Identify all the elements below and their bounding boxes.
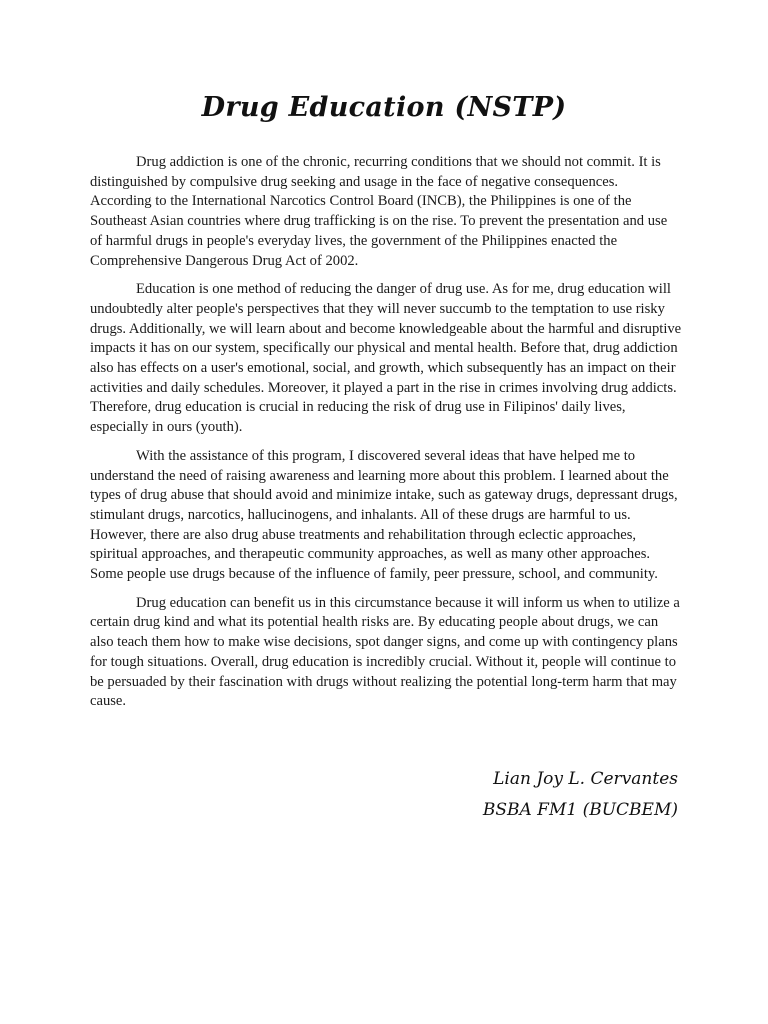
author-name: Lian Joy L. Cervantes [493, 769, 678, 789]
paragraph-4: Drug education can benefit us in this circumstance because it will inform us when to utilize a certain drug kind and what its potential health risks are. By educating people about drugs, we can also teach them how to make wise decisions, spot danger signs, and come up with contingency plans for tough situations. Overall, drug education is incredibly crucial. Without it, people will continue to be persuaded by their fascination with drugs without realizing the potential long-term harm that may cause. [90, 594, 680, 710]
paragraph-1: Drug addiction is one of the chronic, recurring conditions that we should not commit. It is distinguished by compulsive drug seeking and usage in the face of negative consequences. According to the International Narcotics Control Board (INCB), the Philippines is one of the Southeast Asian countries where drug trafficking is on the rise. To prevent the presentation and use of harmful drugs in people's everyday lives, the government of the Philippines enacted the Comprehensive Dangerous Drug Act of 2002. [90, 154, 668, 269]
paragraph-2: Education is one method of reducing the danger of drug use. As for me, drug education will undoubtedly alter people's perspectives that they will never succumb to the temptation to use risky drugs. Additionally, we will learn about and become knowledgeable about the harmful and disruptive impacts it has on our system, specifically our physical and mental health. Before that, drug addiction also has effects on a user's emotional, social, and growth, which subsequently has an impact on their activities and daily schedules. Moreover, it played a part in the rise in crimes involving drug addicts. Therefore, drug education is crucial in reducing the risk of drug use in Filipinos' daily lives, especially in ours (youth). [90, 281, 682, 436]
document-title: Drug Education (NSTP) [201, 92, 567, 123]
signature-block [483, 764, 678, 826]
paragraph-3: With the assistance of this program, I discovered several ideas that have helped me to understand the need of raising awareness and learning more about this problem. I learned about the types of drug abuse that should avoid and minimize intake, such as gateway drugs, depressant drugs, stimulant drugs, narcotics, hallucinogens, and inhalants. All of these drugs are harmful to us. However, there are also drug abuse treatments and rehabilitation through eclectic approaches, spiritual approaches, and therapeutic community approaches, as well as many other approaches. Some people use drugs because of the influence of family, peer pressure, school, and community. [90, 447, 678, 583]
document-body [90, 153, 682, 721]
author-program: BSBA FM1 (BUCBEM) [482, 800, 678, 820]
